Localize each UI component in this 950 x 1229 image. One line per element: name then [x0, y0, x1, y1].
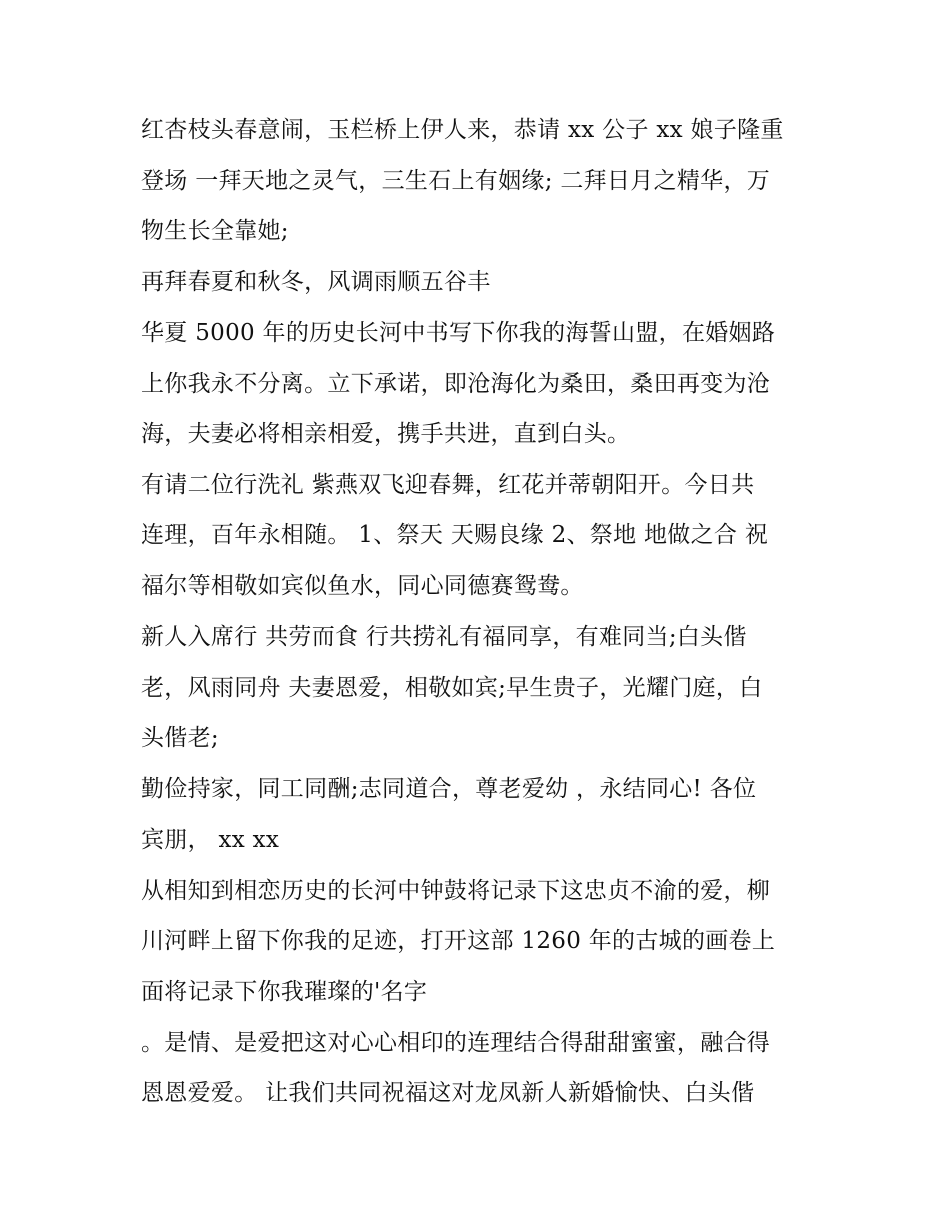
text-line: 新人入席行 共劳而食 行共捞礼有福同享，有难同当;白头偕	[141, 624, 747, 650]
text-line: 老，风雨同舟 夫妻恩爱，相敬如宾;早生贵子，光耀门庭，白	[141, 675, 763, 701]
text-line: 川河畔上留下你我的足迹，打开这部 1260 年的古城的画卷上	[141, 928, 776, 954]
text-line: 连理，百年永相随。 1、祭天 天赐良缘 2、祭地 地做之合 祝	[141, 522, 769, 548]
text-line: 有请二位行洗礼 紫燕双飞迎春舞，红花并蒂朝阳开。今日共	[141, 472, 755, 498]
text-line: 勤俭持家，同工同酬;志同道合，尊老爱幼 ，永结同心! 各位	[141, 776, 757, 802]
text-line: 物生长全靠她;	[141, 218, 289, 244]
text-line: 福尔等相敬如宾似鱼水，同心同德赛鸳鸯。	[141, 573, 584, 599]
text-line: 再拜春夏和秋冬，风调雨顺五谷丰	[141, 269, 491, 295]
text-line: 从相知到相恋历史的长河中钟鼓将记录下这忠贞不渝的爱，柳	[141, 878, 771, 904]
text-line: 海，夫妻必将相亲相爱，携手共进，直到白头。	[141, 421, 631, 447]
text-line: 恩恩爱爱。 让我们共同祝福这对龙凤新人新婚愉快、白头偕	[141, 1080, 755, 1106]
text-line: 上你我永不分离。立下承诺，即沧海化为桑田，桑田再变为沧	[141, 371, 771, 397]
text-line: 。是情、是爱把这对心心相印的连理结合得甜甜蜜蜜，融合得	[141, 1030, 771, 1056]
text-line: 面将记录下你我璀璨的'名字	[141, 979, 428, 1005]
text-line: 宾朋， xx xx	[141, 827, 280, 853]
text-line: 头偕老;	[141, 725, 219, 751]
text-line: 华夏 5000 年的历史长河中书写下你我的海誓山盟，在婚姻路	[141, 320, 776, 346]
text-line: 红杏枝头春意闹，玉栏桥上伊人来，恭请 xx 公子 xx 娘子隆重	[141, 117, 784, 143]
text-line: 登场 一拜天地之灵气，三生石上有姻缘; 二拜日月之精华，万	[141, 168, 771, 194]
